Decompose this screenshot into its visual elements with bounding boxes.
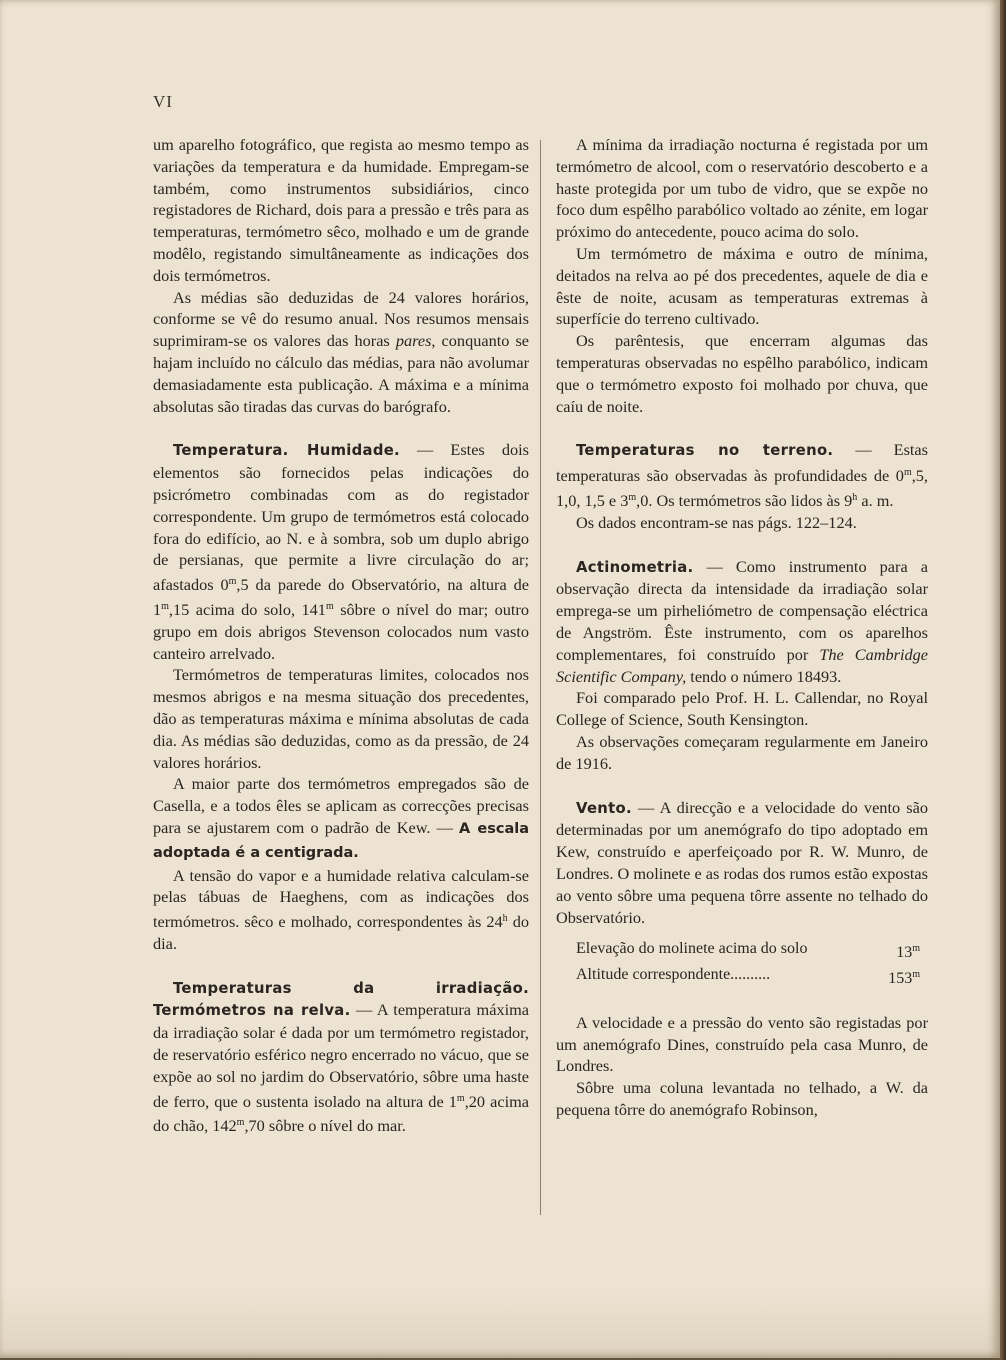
table-label: Elevação do molinete acima do solo	[576, 940, 808, 958]
superscript: h	[852, 491, 858, 503]
italic-text: The Cambridge Scientific Company,	[556, 644, 929, 686]
text: sôbre o nível do mar; outro grupo em dois abrigos Stevenson colocados num vasto canteiro arrelvado.	[153, 599, 529, 663]
text: — A temperatura máxima da irradiação solar é dada por um termómetro registador, de reservatório esférico negro encerrado no vácuo, que se expõe ao sol no jardim do Observatório, sôbre uma haste de ferro, que o sustenta isolado na altura de 1	[153, 1000, 529, 1111]
value-number: 153	[888, 970, 913, 988]
superscript: m	[912, 943, 920, 955]
text: — Estes dois elementos são fornecidos pelas indicações do psicrómetro combinadas com as do registador correspondente. Um grupo de termómetros está colocado fora do edifício, ao N. e à sombra, sob um duplo abrigo de persianas, que permite a livre circulação do ar; afastados 0	[153, 440, 529, 595]
table-label: Altitude correspondente..........	[576, 966, 771, 984]
section-heading: Temperaturas no terreno.	[576, 442, 834, 460]
superscript: h	[502, 913, 508, 925]
text: As médias são deduzidas de 24 valores horários, conforme se vê do resumo anual. Nos resumos mensais suprimiram-se os valores das horas	[153, 287, 529, 351]
text: — Estas temperaturas são observadas às profundidades de 0	[556, 440, 928, 486]
paragraph: A velocidade e a pressão do vento são registadas por um anemógrafo Dines, construído pela casa Munro, de Londres.	[556, 1012, 928, 1076]
right-column	[556, 134, 928, 1121]
table-value	[896, 938, 920, 964]
text: A tensão do vapor e a humidade relativa calculam-se pelas tábuas de Haeghens, com as indicações dos termómetros. sêco e molhado, correspondentes às 24	[153, 865, 529, 932]
superscript: m	[161, 600, 169, 612]
paragraph	[153, 977, 529, 1138]
paragraph: Os parêntesis, que encerram algumas das temperaturas observadas no espêlho parabólico, indicam que o termómetro exposto foi molhado por chuva, que caíu de noite.	[556, 331, 928, 416]
wind-table	[576, 938, 928, 990]
paragraph	[556, 439, 928, 511]
table-row	[576, 964, 920, 990]
superscript: m	[628, 491, 637, 503]
paragraph: Termómetros de temperaturas limites, colocados nos mesmos abrigos e na mesma situação dos precedentes, dão as temperaturas máxima e mínima absolutas de cada dia. As médias são deduzidas, como as da pressão, de 24 valores horários.	[153, 665, 529, 772]
page-bottom-shade	[0, 1290, 1000, 1360]
column-divider	[540, 140, 541, 1215]
superscript: m	[912, 969, 920, 981]
value-number: 13	[896, 944, 913, 962]
italic-text: pares	[395, 331, 432, 351]
paragraph	[153, 287, 529, 418]
superscript: m	[228, 576, 237, 588]
paragraph: Os dados encontram-se nas págs. 122–124.	[576, 512, 857, 532]
paragraph: A mínima da irradiação nocturna é registada por um termómetro de alcool, com o reservatório descoberto e a haste protegida por um tubo de vidro, que se expõe no foco dum espêlho parabólico voltado ao zénite, em logar próximo do antecedente, pouco acima do solo.	[556, 135, 928, 242]
text: A maior parte dos termómetros empregados são de Casella, e a todos êles se aplicam as correcções precisas para se ajustarem com o padrão de Kew. —	[153, 774, 529, 837]
text: — A direcção e a velocidade do vento são determinadas por um anemógrafo do tipo adoptado em Kew, construído e aperfeiçoado por R. W. Munro, de Londres. O molinete e as rodas dos rumos estão expostas ao vento sôbre uma pequena tôrre assente no telhado do Observatório.	[556, 797, 928, 927]
text: tendo o número 18493.	[686, 666, 842, 686]
text: ,70 sôbre o nível do mar.	[244, 1116, 406, 1136]
text: ,5 da parede do Observatório, na altura de 1	[153, 575, 529, 619]
page-edge	[1000, 0, 1006, 1360]
superscript: m	[456, 1092, 465, 1104]
superscript: m	[236, 1117, 245, 1129]
text: a. m.	[857, 490, 894, 510]
paragraph: Foi comparado pelo Prof. H. L. Callendar, no Royal College of Science, South Kensington.	[556, 688, 928, 730]
text: , conquanto se hajam incluído no cálculo das médias, para não avolumar demasiadamente esta publicação. A máxima e a mínima absolutas são tiradas das curvas do barógrafo.	[153, 331, 530, 416]
section-heading: Temperaturas da irradiação. Termómetros na relva.	[153, 979, 529, 1020]
paragraph	[556, 797, 928, 929]
section-heading: Vento.	[576, 799, 632, 817]
paragraph	[556, 556, 928, 688]
paragraph: As observações começaram regularmente em Janeiro de 1916.	[556, 731, 928, 773]
paragraph	[153, 439, 529, 664]
text: ,5, 1,0, 1,5 e 3	[556, 466, 928, 510]
superscript: m	[903, 467, 912, 479]
text: — Como instrumento para a observação directa da intensidade da irradiação solar emprega-se um pirheliómetro de compensação eléctrica de Angström. Êste instrumento, com os aparelhos complementares, foi construído por	[556, 556, 928, 664]
paragraph	[153, 865, 529, 955]
bold-text: A escala adoptada é a centigrada.	[153, 820, 529, 861]
text: ,0. Os termómetros são lidos às 9	[636, 490, 853, 510]
text: ,20 acima do chão, 142	[153, 1091, 529, 1136]
left-column	[153, 134, 529, 1137]
section-heading: Actinometria.	[576, 558, 694, 576]
paragraph: Um termómetro de máxima e outro de mínima, deitados na relva ao pé dos precedentes, aquele de dia e êste de noite, acusam as temperaturas extremas à superfície do terreno cultivado.	[556, 243, 928, 329]
paragraph: Sôbre uma coluna levantada no telhado, a W. da pequena tôrre do anemógrafo Robinson,	[556, 1078, 928, 1120]
page-number: VI	[153, 92, 173, 111]
text: ,15 acima do solo, 141	[168, 599, 326, 619]
table-value	[888, 964, 920, 990]
text: do dia.	[153, 912, 529, 953]
paragraph	[153, 773, 529, 864]
table-row	[576, 938, 920, 964]
superscript: m	[325, 600, 334, 612]
section-heading: Temperatura. Humidade.	[173, 442, 400, 460]
paragraph: um aparelho fotográfico, que regista ao mesmo tempo as variações da temperatura e da humidade. Empregam-se também, como instrumentos subsidiários, cinco registadores de Richard, dois para a pressão e três para as temperaturas, termómetro sêco, molhado e um de grande modêlo, registando simultâneamente as indicações dos dois termómetros.	[153, 135, 529, 285]
